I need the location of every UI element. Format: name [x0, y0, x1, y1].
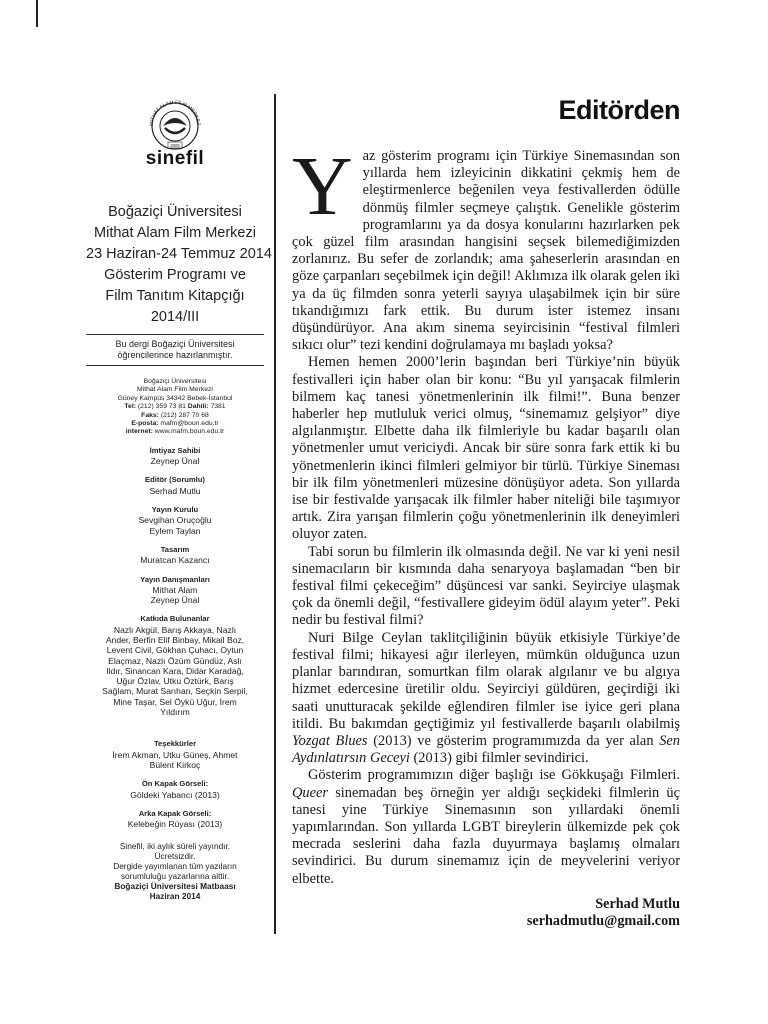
credit-name: Eylem Taylan: [149, 525, 201, 536]
credit-name: Ander, Berfin Elif Binbay, Mikail Boz,: [105, 635, 245, 645]
paragraph: [292, 140, 680, 354]
org-line: Boğaziçi Üniversitesi: [108, 204, 242, 220]
film-title: Sen Aydınlatırsın Geceyi: [292, 732, 680, 767]
paragraph: Tabi sorun bu filmlerin ilk olmasında değil. Ne var ki yeni nesil sinemacıların bir kısmında daha senaryoya başlamadan “ben bir festival filmi çekeceğim” düşüncesi var sanki. Seyirciye ulaşmak çok da önemli değil, “festivallere gideyim ödül alayım yeter”. Peki nedir bu festival filmi?: [292, 543, 680, 629]
credit-name: Mine Taşar, Sel Öykü Uğur, İrem: [113, 696, 237, 707]
masthead-sidebar: [86, 96, 272, 902]
paragraph-text: Nuri Bilge Ceylan taklitçiliğinin büyük etkisiyle Türkiye’de festival filmi; hikayesi ağır ilerleyen, mümkün olduğunca uzun planlar barındıran, somurtkan film olarak algılanır ve bu algıya hizmet edercesine üretilir oldu. Seyirciyi güldüren, geçirdiği iki saati unutturacak şekilde eğlendiren filmler ise iyice geri plana itildi. Bu bakımdan geçtiğimiz yıl festivallerde başarılı olabilmiş: [292, 629, 680, 732]
credit-name: Serhad Mutlu: [149, 485, 201, 496]
film-title: Queer: [292, 784, 328, 801]
credit-name: Nazlı Akgül, Barış Akkaya, Nazlı: [113, 624, 237, 635]
credit-contributors: [86, 614, 264, 717]
signature: [292, 896, 680, 930]
divider: [86, 365, 264, 366]
credit-name: Ildır, Sinancan Kara, Didar Karadağ,: [106, 665, 244, 676]
credit-heading: Ön Kapak Görseli:: [141, 779, 209, 789]
address-line: Güney Kampüs 34342 Bebek-İstanbul: [117, 394, 233, 402]
column-divider: [274, 94, 276, 934]
credit-heading: Editör (Sorumlu): [145, 475, 205, 485]
org-line: Mithat Alam Film Merkezi: [94, 225, 256, 241]
note-line: Bu dergi Boğaziçi Üniversitesi: [115, 339, 235, 349]
org-line: 2014/III: [150, 309, 200, 325]
credit-heading: Tasarım: [160, 544, 190, 554]
page-title: Editörden: [558, 95, 680, 125]
divider: [86, 334, 264, 335]
credit-back-cover: [86, 809, 264, 830]
credit-front-cover: [86, 779, 264, 800]
article-body: [292, 140, 680, 888]
note-line: Ücretsizdir.: [154, 851, 196, 862]
credit-heading: Katkıda Bulunanlar: [140, 614, 210, 624]
sinefil-wordmark: sinefil: [145, 148, 205, 169]
credit-board: [86, 505, 264, 536]
printer-line: Boğaziçi Üniversitesi Matbaası: [114, 881, 236, 892]
paragraph-text: (2013) ve gösterim programımızda da yer alan: [367, 732, 660, 749]
author-name: Serhad Mutlu: [595, 895, 680, 912]
note-line: sorumluluğu yazarlarına aittir.: [120, 871, 230, 882]
credit-heading: Arka Kapak Görseli:: [138, 808, 212, 818]
credit-name: Göldeki Yabancı (2013): [130, 789, 220, 800]
credit-name: Levent Civil, Gökhan Çuhacı, Oytun: [106, 645, 244, 656]
note-line: Dergide yayımlanan tüm yazıların: [113, 861, 237, 872]
paragraph-text: sinemadan beş örneğin yer aldığı seçkideki filmlerin üç tanesi yine Türkiye Sinemasının son yıllardaki önemli yapımlarından. Son yıllarda LGBT bireylerin ülkemizde pek çok mecrada seslerini daha fazla duyurmaya başlamış olmaları sevindirici. Bu durum sinemamız için de meyvelerini veriyor elbette.: [292, 784, 680, 887]
editorial-article: [292, 96, 680, 930]
paragraph: [292, 630, 680, 768]
film-title: Yozgat Blues: [292, 732, 368, 749]
paragraph-text: (2013) gibi filmler sevindirici.: [409, 750, 589, 767]
credit-name: Yıldırım: [160, 707, 190, 718]
note-line: öğrencilerince hazırlanmıştır.: [117, 349, 233, 360]
credit-name: Sağlam, Murat Sarıhan, Seçkin Serpil,: [102, 686, 248, 697]
student-note: [86, 339, 264, 360]
phone-line: Tel: (212) 359 73 81 Dahili: 7381: [124, 403, 226, 411]
note-line: Sinefil, iki aylık süreli yayındır.: [119, 841, 231, 852]
credit-name: Elaçmaz, Nazlı Özüm Gündüz, Aslı: [108, 655, 242, 666]
paragraph-text: Gösterim programımızın diğer başlığı ise Gökkuşağı Filmleri.: [308, 767, 680, 784]
credit-name: Sevgihan Oruçoğlu: [138, 515, 212, 526]
org-line: Film Tanıtım Kitapçığı: [105, 288, 245, 304]
address-line: Boğaziçi Üniversitesi: [143, 378, 207, 385]
credit-name: Muratcan Kazancı: [140, 555, 210, 566]
credit-name: Zeynep Ünal: [150, 456, 200, 467]
credit-name: Zeynep Ünal: [150, 595, 200, 606]
credit-heading: İmtiyaz Sahibi: [149, 445, 201, 455]
publication-notes: [86, 841, 264, 901]
credit-heading: Teşekkürler: [153, 739, 197, 749]
web-line: internet: www.mafm.boun.edu.tr: [125, 428, 225, 436]
credit-editor: [86, 475, 264, 496]
svg-text:2005: 2005: [170, 142, 180, 148]
address-line: Mithat Alam Film Merkezi: [137, 386, 213, 394]
drop-cap: Y: [292, 140, 353, 233]
credit-heading: Yayın Danışmanları: [140, 574, 210, 584]
credit-owner: [86, 446, 264, 467]
credit-name: Uğur Özlav, Utku Öztürk, Barış: [116, 676, 234, 687]
printer-line: Haziran 2014: [149, 891, 201, 902]
contact-address: [86, 378, 264, 437]
credit-name: Bülent Kirkoç: [149, 759, 201, 770]
sinefil-logo: [145, 96, 205, 170]
film-center-seal-icon: [145, 96, 205, 150]
top-left-rule: [36, 0, 38, 27]
paragraph-text: az gösterim programı için Türkiye Sinemasından son yıllarda hem izleyicinin dikkatini çekmiş hem de eleştirmenlerce beğenilen veya festivallerden ödülle dönmüş filmler seçmeye çalıştık. Genelikle gösterim programlarını ya da dosya konularını hazırlarken pek çok güzel film arasından hangisini seçsek bilemediğimizden zorlanırız. Bu sefer de zorlandık; ama şaheserlerin arasından en göze çarpanları seçebilmek için değil! Aklımıza ilk olarak gelen iki ya da üç filmden sonra yeterli sayıya ulaşabilmek için bir süre tıkandığımızı fark ettik. Bu durum ister istemez insanı düşündürüyor. Ana akım sinema seyircisinin “festival filmleri sıkıcı olur” tezi kendini doğrulamaya mı başladı yoksa?: [292, 148, 680, 354]
org-line: 23 Haziran-24 Temmuz 2014: [86, 246, 272, 262]
credit-name: Mithat Alam: [152, 584, 198, 595]
email-line: E-posta: mafm@boun.edu.tr: [131, 420, 219, 428]
credit-name: İrem Akman, Utku Güneş, Ahmet: [112, 749, 238, 760]
credit-name: Kelebeğin Rüyası (2013): [127, 819, 223, 830]
credit-heading: Yayın Kurulu: [151, 505, 199, 515]
paragraph: [292, 767, 680, 887]
credit-thanks: [86, 739, 264, 770]
paragraph: Hemen hemen 2000’lerin başından beri Türkiye’nin büyük festivalleri için haber olan bir konu: “Bu yıl yarışacak filmlerin bilmem kaç tanesi yönetmenlerinin ilk filmi!”. Buna benzer haberler hep mutluluk verici olmuş, “sinemamız gelşiyor” diye algılanmıştır. Elbette daha ilk filmleriyle bu kadar başarılı olan yönetmenler umut vericiydi. Ancak bir süre sonra fark ettik ki bu yönetmenlerin ikinci filmleri gelmiyor bir türlü. Türkiye Sineması bir ilk film yönetmenleri müzesine dönüşüyor adeta. Son yıllarda ise bir festivalde yarışacak ilk filmler haber niteliği bile taşımıyor artık. Zira yarışan filmlerin çoğu yönetmenlerinin ilk deneyimleri oluyor zaten.: [292, 354, 680, 543]
fax-line: Faks: (212) 287 70 68: [141, 411, 209, 419]
org-line: Gösterim Programı ve: [104, 267, 246, 283]
svg-text:MITHAT ALAM FİLM MERKEZİ: MITHAT ALAM FİLM MERKEZ: [148, 99, 202, 127]
credit-advisors: [86, 575, 264, 606]
credit-design: [86, 545, 264, 566]
publication-info: [86, 202, 272, 328]
author-email: serhadmutlu@gmail.com: [526, 912, 680, 929]
